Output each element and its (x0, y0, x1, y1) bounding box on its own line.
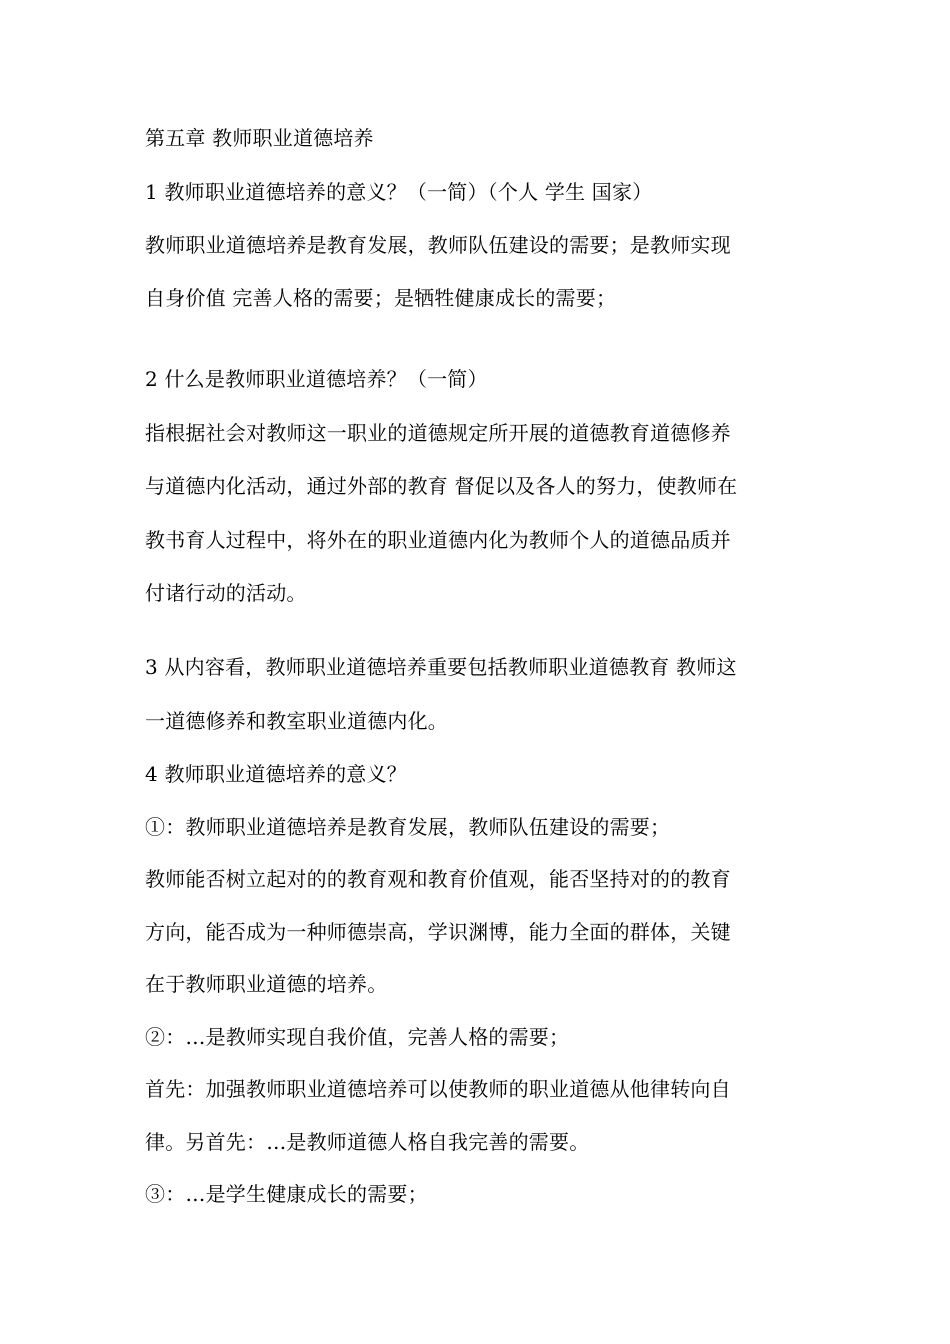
question-4-heading: 4 教师职业道德培养的意义？ (145, 762, 407, 786)
point-3-line-1: 3 从内容看，教师职业道德培养重要包括教师职业道德教育 教师这 (145, 655, 737, 679)
answer-1-line-2: 自身价值 完善人格的需要；是牺牲健康成长的需要； (145, 286, 617, 310)
significance-1-line-1: 教师能否树立起对的的教育观和教育价值观，能否坚持对的的教育 (145, 867, 731, 891)
point-3-line-2: 一道德修养和教室职业道德内化。 (145, 709, 448, 733)
significance-2-line-1: 首先：加强教师职业道德培养可以使教师的职业道德从他律转向自 (145, 1077, 731, 1101)
significance-1-line-3: 在于教师职业道德的培养。 (145, 972, 388, 996)
answer-2-line-2: 与道德内化活动，通过外部的教育 督促以及各人的努力，使教师在 (145, 474, 738, 498)
significance-2-heading: ②：…是教师实现自我价值，完善人格的需要； (145, 1025, 570, 1049)
answer-2-line-3: 教书育人过程中，将外在的职业道德内化为教师个人的道德品质并 (145, 528, 731, 552)
significance-1-heading: ①：教师职业道德培养是教育发展，教师队伍建设的需要； (145, 815, 671, 839)
question-1-heading: 1 教师职业道德培养的意义？（一简）（个人 学生 国家） (145, 180, 653, 204)
significance-1-line-2: 方向，能否成为一种师德崇高，学识渊博，能力全面的群体，关键 (145, 920, 731, 944)
chapter-title: 第五章 教师职业道德培养 (145, 126, 374, 150)
answer-1-line-1: 教师职业道德培养是教育发展，教师队伍建设的需要；是教师实现 (145, 233, 731, 257)
question-2-heading: 2 什么是教师职业道德培养？（一简） (145, 367, 488, 391)
answer-2-line-1: 指根据社会对教师这一职业的道德规定所开展的道德教育道德修养 (145, 421, 731, 445)
significance-2-line-2: 律。另首先：…是教师道德人格自我完善的需要。 (145, 1130, 590, 1154)
significance-3-heading: ③：…是学生健康成长的需要； (145, 1182, 428, 1206)
answer-2-line-4: 付诸行动的活动。 (145, 581, 307, 605)
